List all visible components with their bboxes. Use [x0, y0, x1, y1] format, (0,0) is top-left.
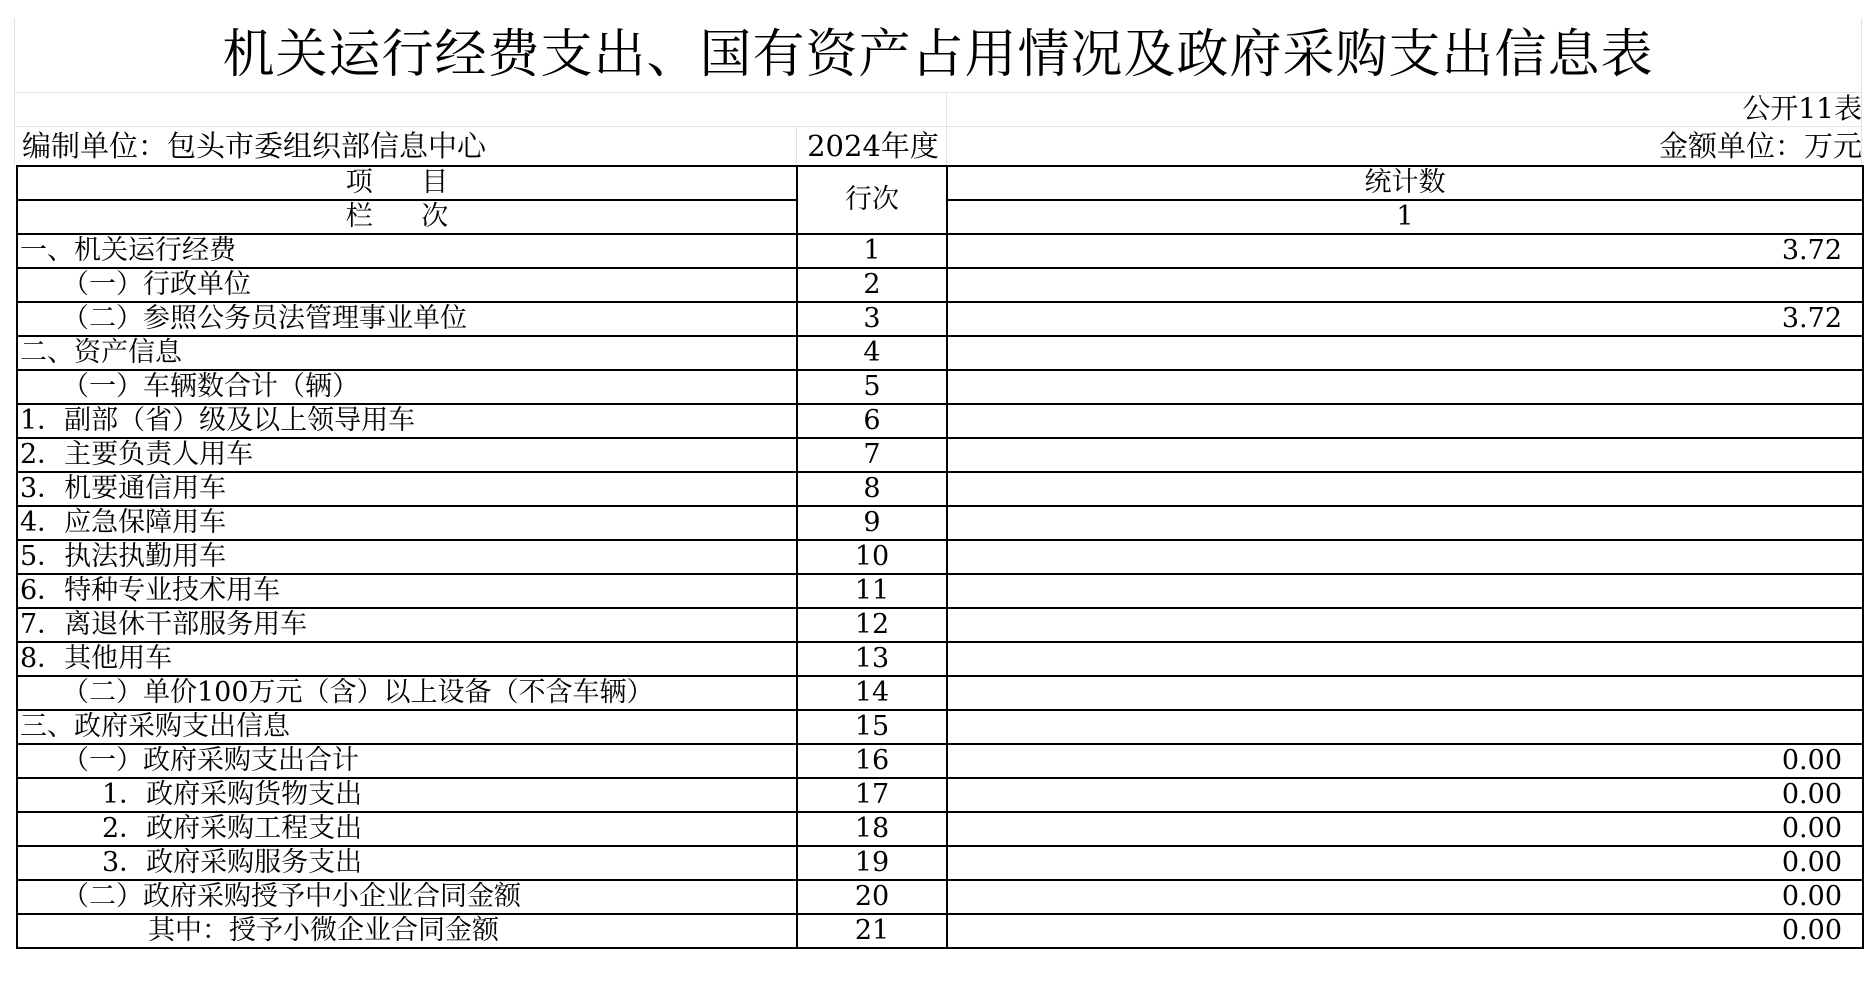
row-line-no: 18: [797, 812, 947, 846]
row-line-no: 17: [797, 778, 947, 812]
row-value: [947, 404, 1863, 438]
row-line-no: 11: [797, 574, 947, 608]
gridline: [14, 18, 15, 165]
header-line-no: 行次: [797, 166, 947, 234]
table-row: [17, 574, 1863, 608]
row-line-no: 1: [797, 234, 947, 268]
row-value: 0.00: [947, 778, 1863, 812]
row-label: 4．应急保障用车: [17, 506, 797, 540]
reporting-unit: 编制单位：包头市委组织部信息中心: [22, 129, 487, 163]
row-label: （一）行政单位: [17, 268, 797, 302]
row-line-no: 13: [797, 642, 947, 676]
row-value: [947, 574, 1863, 608]
row-value: 0.00: [947, 744, 1863, 778]
table-row: [17, 234, 1863, 268]
row-label: 8．其他用车: [17, 642, 797, 676]
gridline: [796, 126, 797, 165]
table-row: [17, 778, 1863, 812]
row-value: 0.00: [947, 880, 1863, 914]
table-row: [17, 302, 1863, 336]
table-row: [17, 914, 1863, 948]
row-value: [947, 472, 1863, 506]
row-line-no: 16: [797, 744, 947, 778]
table-row: [17, 268, 1863, 302]
table-row: [17, 370, 1863, 404]
row-label: 2．政府采购工程支出: [17, 812, 797, 846]
table-row: [17, 336, 1863, 370]
table-row: [17, 676, 1863, 710]
row-value: 0.00: [947, 914, 1863, 948]
row-value: [947, 540, 1863, 574]
row-line-no: 5: [797, 370, 947, 404]
table-row: [17, 404, 1863, 438]
table-row: [17, 846, 1863, 880]
row-line-no: 2: [797, 268, 947, 302]
table-row: [17, 540, 1863, 574]
row-label: （一）车辆数合计（辆）: [17, 370, 797, 404]
row-label: （二）单价100万元（含）以上设备（不含车辆）: [17, 676, 797, 710]
row-line-no: 14: [797, 676, 947, 710]
row-label: 1．副部（省）级及以上领导用车: [17, 404, 797, 438]
row-line-no: 9: [797, 506, 947, 540]
row-line-no: 10: [797, 540, 947, 574]
report-year: 2024年度: [807, 129, 939, 163]
table-row: [17, 812, 1863, 846]
row-value: 3.72: [947, 302, 1863, 336]
row-label: 5．执法执勤用车: [17, 540, 797, 574]
table-row: [17, 710, 1863, 744]
row-line-no: 19: [797, 846, 947, 880]
row-line-no: 20: [797, 880, 947, 914]
row-value: [947, 438, 1863, 472]
expenditure-table: [16, 165, 1864, 949]
gridline: [14, 126, 1862, 127]
row-line-no: 15: [797, 710, 947, 744]
row-value: [947, 506, 1863, 540]
table-row: [17, 438, 1863, 472]
row-label: 一、机关运行经费: [17, 234, 797, 268]
row-value: [947, 336, 1863, 370]
row-line-no: 6: [797, 404, 947, 438]
row-line-no: 12: [797, 608, 947, 642]
row-label: 3．政府采购服务支出: [17, 846, 797, 880]
row-line-no: 4: [797, 336, 947, 370]
sheet-number: 公开11表: [1742, 92, 1862, 125]
row-value: 0.00: [947, 846, 1863, 880]
page-title: 机关运行经费支出、国有资产占用情况及政府采购支出信息表: [222, 25, 1654, 85]
row-label: 三、政府采购支出信息: [17, 710, 797, 744]
header-stat-col: 1: [947, 200, 1863, 234]
row-label: 1．政府采购货物支出: [17, 778, 797, 812]
row-label: 2．主要负责人用车: [17, 438, 797, 472]
header-column: 栏 次: [17, 200, 797, 234]
table-row: [17, 472, 1863, 506]
table-row: [17, 744, 1863, 778]
table-row: [17, 642, 1863, 676]
table-row: [17, 506, 1863, 540]
gridline: [14, 92, 1862, 93]
row-label: 3．机要通信用车: [17, 472, 797, 506]
row-line-no: 7: [797, 438, 947, 472]
row-value: 0.00: [947, 812, 1863, 846]
row-value: [947, 710, 1863, 744]
row-value: [947, 608, 1863, 642]
header-item: 项 目: [17, 166, 797, 200]
header-stat: 统计数: [947, 166, 1863, 200]
row-value: 3.72: [947, 234, 1863, 268]
row-value: [947, 370, 1863, 404]
row-line-no: 8: [797, 472, 947, 506]
table-row: [17, 880, 1863, 914]
row-line-no: 3: [797, 302, 947, 336]
header-row: [17, 166, 1863, 200]
row-value: [947, 268, 1863, 302]
row-label: 二、资产信息: [17, 336, 797, 370]
row-label: （二）参照公务员法管理事业单位: [17, 302, 797, 336]
amount-unit: 金额单位：万元: [1658, 129, 1862, 163]
table-row: [17, 608, 1863, 642]
row-label: 其中：授予小微企业合同金额: [17, 914, 797, 948]
row-label: （一）政府采购支出合计: [17, 744, 797, 778]
row-label: （二）政府采购授予中小企业合同金额: [17, 880, 797, 914]
row-line-no: 21: [797, 914, 947, 948]
row-value: [947, 642, 1863, 676]
row-label: 6．特种专业技术用车: [17, 574, 797, 608]
row-value: [947, 676, 1863, 710]
row-label: 7．离退休干部服务用车: [17, 608, 797, 642]
